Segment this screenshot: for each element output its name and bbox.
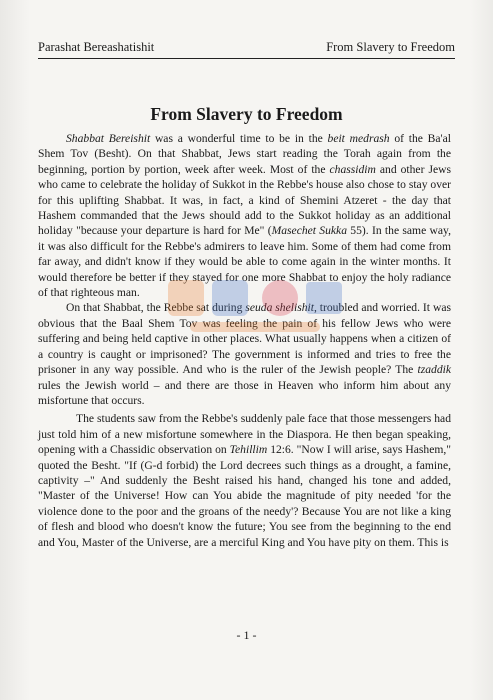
italic-term: Shabbat Bereishit	[66, 132, 151, 145]
text-run: and other Jews who came to celebrate the holiday of Sukkot in the Rebbe's house also chose to stay over for this uplifting Shabbat. It was, in fact, a kind of Shemini Atzeret - the day that Hashem commanded that the Jews should add to the Sukkot holiday as an additional holiday "because your departure is hard for Me" (	[38, 162, 451, 238]
italic-term: beit medrash	[327, 132, 390, 145]
header-parasha: Parashat Bereashatishit	[38, 40, 155, 54]
text-run: of the Ba'al Shem Tov (Besht). On that Shabbat, Jews start reading the Torah again from the beginning, portion by portion, week after week. Most of the	[38, 132, 451, 176]
text-run: The students saw from the Rebbe's suddenly pale face that those messengers had just told him of a new misfortune somewhere in the Diaspora. He then began speaking, opening with a Chassidic observation on	[38, 412, 451, 457]
text-run: 55). In the same way, it was also difficult for the Rebbe's admirers to leave him. Some of them had come from far away, and didn't know if they would be able to come again in the winter months. It would therefore be better if they stayed for one more Shabbat to enjoy the holy radiance of that righteous man.	[38, 224, 451, 300]
header-chapter-title: From Slavery to Freedom	[326, 40, 455, 54]
text-run: rules the Jewish world – and there are those in Heaven who inform him about any misfortune that occurs.	[38, 378, 451, 407]
italic-term: seuda shelishit	[245, 301, 314, 315]
italic-term: Masechet Sukka	[271, 224, 347, 238]
italic-term: Tehillim	[229, 443, 268, 457]
chapter-title: From Slavery to Freedom	[150, 104, 343, 124]
body-text	[38, 131, 451, 550]
text-run: 12:6. "Now I will arise, says Hashem," quoted the Besht. "If (G-d forbid) the Lord decrees such things as a drought, a famine, captivity –" And suddenly the Besht raised his hand, changed his tone and added, "Master of the Universe! How can You abide the magnitude of pity needed 'for the violence done to the poor and the groans of the needy'? Because You are not like a king of flesh and blood who doesn't know the future; You see from the beginning to the end and You, Master of the Universe, are a merciful King and You have pity on them. This is	[38, 443, 451, 549]
running-header	[38, 38, 455, 59]
page-number: - 1 -	[236, 628, 257, 642]
text-run: On that Shabbat, the Rebbe sat during	[66, 301, 246, 315]
paragraph-2	[38, 300, 451, 408]
paragraph-1	[38, 131, 451, 300]
paragraph-3	[38, 411, 451, 550]
italic-term: chassidim	[329, 162, 376, 176]
text-run: , troubled and worried. It was obvious that the Baal Shem Tov was feeling the pain of his fellow Jews who were suffering and being held captive in other places. What usually happens when a citizen of a country is caught or imprisoned? The government is informed and tries to free the prisoner in any way possible. And who is the ruler of the Jewish people? The	[38, 301, 451, 377]
italic-term: tzaddik	[417, 363, 451, 377]
text-run: was a wonderful time to be in the	[150, 132, 328, 145]
